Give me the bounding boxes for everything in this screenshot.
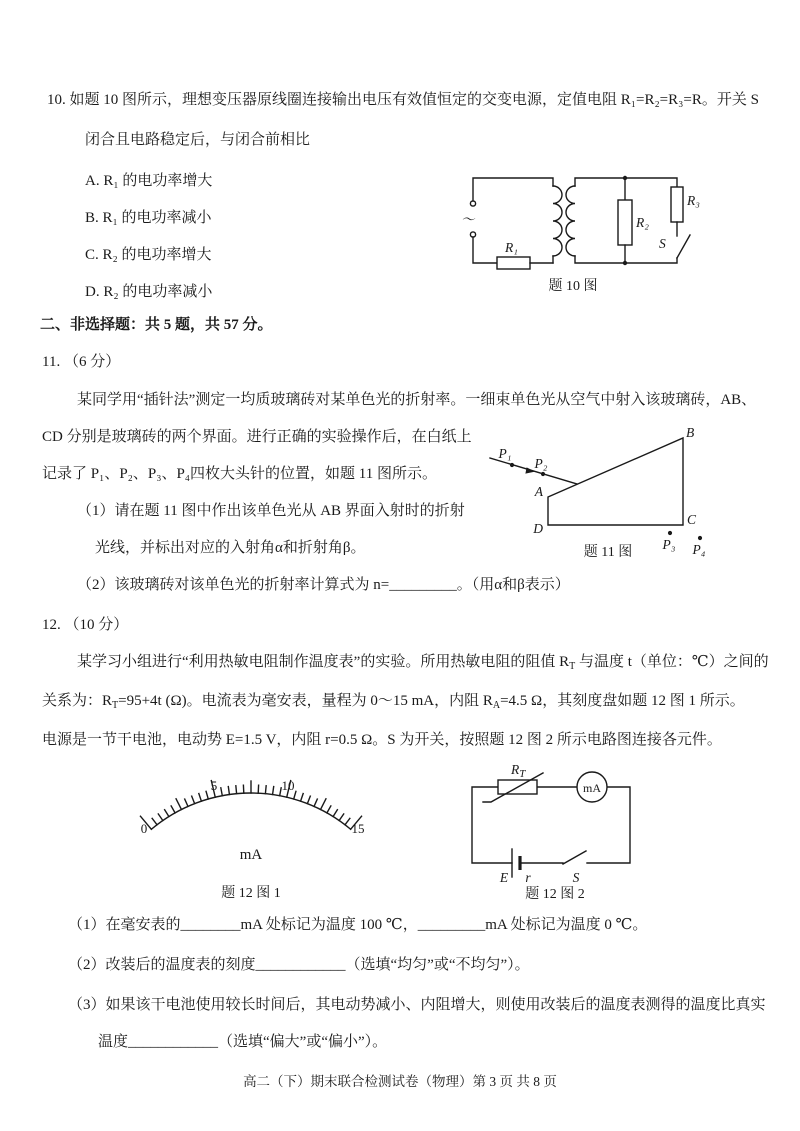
resistor-r3 bbox=[671, 187, 683, 222]
q12-item2: （2）改装后的温度表的刻度____________（选填“均匀”或“不均匀”）。 bbox=[68, 957, 530, 973]
vertex-a-label: A bbox=[534, 484, 543, 499]
resistor-r1 bbox=[497, 257, 530, 269]
q10-option-a: A. R₁ 的电功率增大 bbox=[85, 173, 213, 189]
switch-s-label: S bbox=[572, 870, 580, 885]
dial-tick-label: 0 bbox=[140, 821, 148, 836]
dial-tick bbox=[307, 796, 310, 803]
q11-glass-brick-figure bbox=[485, 425, 755, 565]
dial-tick bbox=[345, 818, 350, 824]
resistor-r2-label: R₂ bbox=[636, 215, 649, 230]
dial-unit-label: mA bbox=[239, 847, 263, 863]
dial-tick bbox=[171, 806, 175, 813]
dial-tick-label: 10 bbox=[281, 778, 295, 793]
switch-s bbox=[563, 851, 586, 885]
vertex-d-label: D bbox=[533, 521, 543, 536]
q10-option-d: D. R₂ 的电功率减小 bbox=[85, 284, 213, 300]
pin-p2-label: P₂ bbox=[534, 456, 548, 471]
secondary-loop bbox=[566, 176, 700, 265]
pin-p4-label: P₄ bbox=[692, 542, 706, 557]
dial-tick bbox=[176, 799, 181, 810]
q11-stem-line3: 记录了 P₁、P₂、P₃、P₄四枚大头针的位置，如题 11 图所示。 bbox=[42, 466, 437, 482]
pin-p1 bbox=[510, 463, 514, 467]
page-footer: 高二（下）期末联合检测试卷（物理）第 3 页 共 8 页 bbox=[243, 1074, 557, 1089]
primary-coil bbox=[553, 186, 562, 256]
dial-tick bbox=[221, 788, 222, 796]
q11-stem-line2: CD 分别是玻璃砖的两个界面。进行正确的实验操作后，在白纸上 bbox=[42, 429, 472, 445]
vertex-c-label: C bbox=[687, 512, 697, 527]
q11-header: 11. （6 分） bbox=[42, 354, 121, 370]
dial-tick bbox=[321, 799, 326, 810]
q11-item2: （2）该玻璃砖对该单色光的折射率计算式为 n=_________。（用α和β表示） bbox=[77, 577, 570, 593]
milliammeter bbox=[577, 772, 607, 802]
dial-tick-label: 15 bbox=[351, 821, 365, 836]
dial-tick bbox=[265, 786, 266, 794]
dial-tick bbox=[228, 787, 229, 795]
dial-tick bbox=[152, 818, 157, 824]
dial-tick bbox=[273, 787, 274, 795]
q10-figure-caption: 题 10 图 bbox=[548, 279, 598, 294]
ac-source-symbol: ～ bbox=[461, 212, 475, 227]
q11-figure-caption: 题 11 图 bbox=[583, 545, 633, 560]
battery bbox=[499, 849, 531, 885]
q10-option-c: C. R₂ 的电功率增大 bbox=[85, 247, 212, 263]
dial-tick bbox=[236, 786, 237, 794]
dial-tick bbox=[165, 810, 169, 817]
q11-item1-line2: 光线，并标出对应的入射角α和折射角β。 bbox=[95, 540, 366, 556]
q12-item3-line2: 温度____________（选填“偏大”或“偏小”）。 bbox=[98, 1034, 388, 1050]
wire-left bbox=[472, 787, 512, 863]
q12-dial-figure bbox=[130, 765, 420, 910]
secondary-coil bbox=[566, 186, 575, 256]
pin-p4 bbox=[698, 536, 702, 540]
pin-p2 bbox=[541, 472, 545, 476]
dial-tick bbox=[327, 806, 331, 813]
dial-tick bbox=[333, 810, 337, 817]
dial-tick bbox=[158, 814, 163, 821]
q11-item1-line1: （1）请在题 11 图中作出该单色光从 AB 界面入射时的折射 bbox=[77, 503, 465, 519]
pin-p3 bbox=[668, 531, 672, 535]
q12-para-line1: 某学习小组进行“利用热敏电阻制作温度表”的实验。所用热敏电阻的阻值 $R_T$ 与温度 t（单位：℃）之间的 bbox=[77, 654, 769, 672]
q12-para-line3: 电源是一节干电池，电动势 E=1.5 V，内阻 r=0.5 Ω。S 为开关，按照题 12 图 2 所示电路图连接各元件。 bbox=[42, 732, 722, 748]
battery-r-label: r bbox=[525, 870, 531, 885]
primary-loop bbox=[461, 178, 562, 269]
vertex-b-label: B bbox=[686, 425, 695, 440]
q11-stem-line1: 某同学用“插针法”测定一均质玻璃砖对某单色光的折射率。一细束单色光从空气中射入该玻璃砖，AB、 bbox=[77, 392, 757, 408]
section2-header: 二、非选择题：共 5 题，共 57 分。 bbox=[40, 317, 273, 333]
q10-stem-line1: 10. 如题 10 图所示，理想变压器原线圈连接输出电压有效值恒定的交变电源，定值电阻 R₁=R₂=R₃=R。开关 S bbox=[47, 92, 759, 108]
milliammeter-label: mA bbox=[583, 781, 601, 795]
q12-circuit-figure bbox=[455, 760, 695, 905]
dial-arc bbox=[151, 793, 350, 829]
resistor-r2 bbox=[618, 200, 632, 245]
battery-emf-label: E bbox=[499, 870, 509, 885]
thermistor-label: $R_T$ bbox=[511, 762, 526, 780]
dial-tick bbox=[314, 799, 317, 806]
switch-s bbox=[677, 235, 690, 258]
resistor-r3-label: R₃ bbox=[687, 193, 700, 208]
pin-p1-label: P₁ bbox=[498, 446, 512, 461]
dial-tick bbox=[339, 814, 344, 821]
switch-s-label: S bbox=[659, 236, 666, 251]
dial-tick bbox=[185, 799, 188, 806]
pin-p3-label: P₃ bbox=[662, 537, 676, 552]
q10-stem-line2: 闭合且电路稳定后，与闭合前相比 bbox=[85, 132, 311, 148]
q10-circuit-figure bbox=[460, 168, 732, 300]
dial-tick bbox=[199, 794, 202, 802]
dial-tick bbox=[206, 791, 208, 799]
dial-tick-label: 5 bbox=[210, 778, 218, 793]
dial-tick bbox=[192, 796, 195, 803]
q10-option-b: B. R₁ 的电功率减小 bbox=[85, 210, 212, 226]
q12-para-line2: 关系为：$R_T=95+4t$ (Ω)。电流表为毫安表，量程为 0～15 mA，内阻 $R_A=4.5$ Ω，其刻度盘如题 12 图 1 所示。 bbox=[42, 693, 745, 711]
dial-tick bbox=[301, 794, 304, 802]
thermistor-rt bbox=[483, 762, 543, 802]
q12-fig2-caption: 题 12 图 2 bbox=[525, 887, 585, 902]
resistor-r1-label: R₁ bbox=[505, 240, 518, 255]
q12-item3-line1: （3）如果该干电池使用较长时间后，其电动势减小、内阻增大，则使用改装后的温度表测得的温度比真实 bbox=[68, 997, 766, 1013]
q12-item1: （1）在毫安表的________mA 处标记为温度 100 ℃，_________mA 处标记为温度 0 ℃。 bbox=[68, 917, 648, 933]
q12-header: 12. （10 分） bbox=[42, 617, 129, 633]
q12-fig1-caption: 题 12 图 1 bbox=[221, 886, 281, 901]
